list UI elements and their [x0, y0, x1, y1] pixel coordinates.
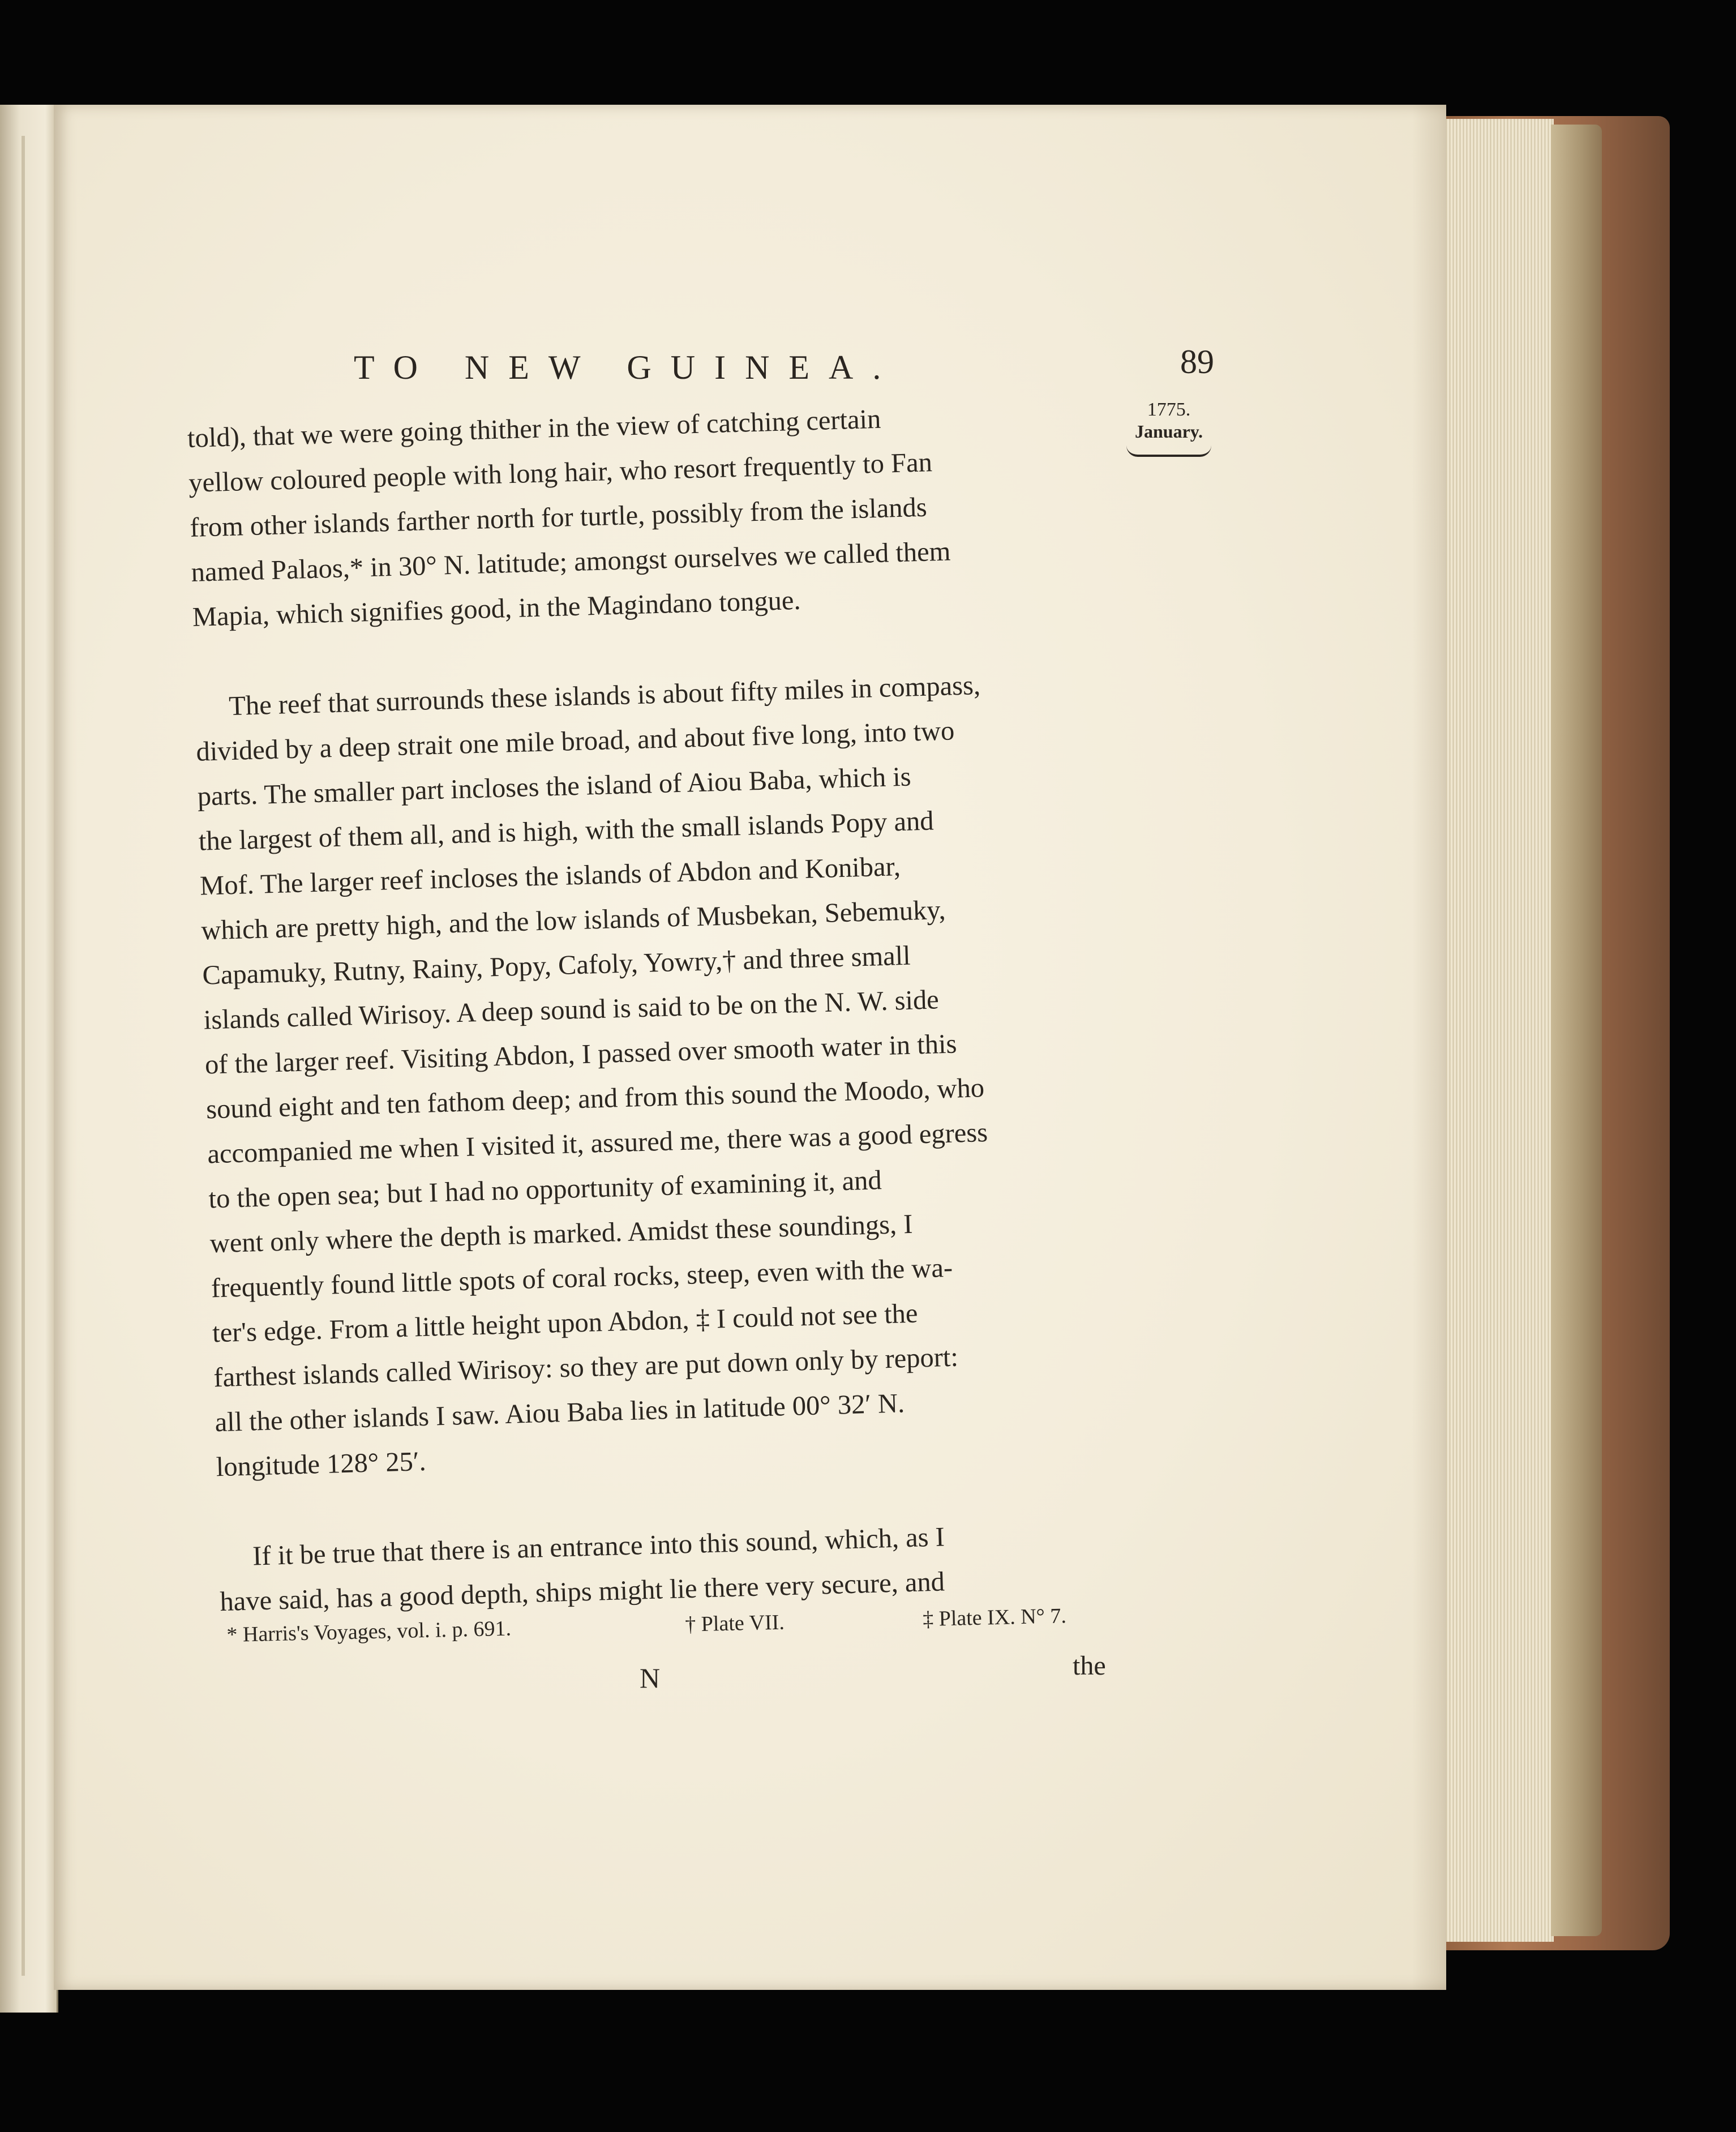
text-line: of the larger reef. Visiting Abdon, I passed over smooth water in this [204, 1029, 958, 1080]
footnote: † Plate VII. [684, 1610, 785, 1637]
text-line: islands called Wirisoy. A deep sound is said to be on the N. W. side [203, 984, 940, 1035]
running-head: TO NEW GUINEA. [354, 349, 901, 386]
footnote: * Harris's Voyages, vol. i. p. 691. [226, 1616, 512, 1647]
marginal-month: January. [1134, 421, 1203, 442]
text-line: which are pretty high, and the low islands of Musbekan, Sebemuky, [200, 894, 946, 946]
text-line: Capamuky, Rutny, Rainy, Popy, Cafoly, Yowry,† and three small [202, 940, 911, 991]
marginal-date-note [1126, 399, 1211, 457]
text-line: Mapia, which signifies good, in the Magindano tongue. [192, 585, 801, 632]
marginal-year: 1775. [1147, 399, 1191, 420]
facing-page-gutter [22, 136, 25, 1976]
text-line: to the open sea; but I had no opportunity of examining it, and [208, 1165, 882, 1214]
text-line: named Palaos,* in 30° N. latitude; amongst ourselves we called them [190, 536, 951, 588]
page-block-edges [1441, 119, 1554, 1942]
text-line: divided by a deep strait one mile broad, and about five long, into two [195, 716, 955, 767]
text-line: parts. The smaller part incloses the island of Aiou Baba, which is [197, 761, 912, 812]
signature-mark: N [640, 1662, 661, 1694]
text-line: yellow coloured people with long hair, who resort frequently to Fan [188, 447, 933, 498]
text-line: the largest of them all, and is high, with the small islands Popy and [198, 806, 935, 857]
text-line: longitude 128° 25′. [216, 1446, 427, 1483]
text-line: The reef that surrounds these islands is about fifty miles in compass, [228, 670, 981, 722]
catchword: the [1073, 1651, 1106, 1681]
text-line: frequently found little spots of coral rocks, steep, even with the wa- [211, 1252, 953, 1304]
text-line: have said, has a good depth, ships might lie there very secure, and [219, 1566, 945, 1617]
text-line: If it be true that there is an entrance into this sound, which, as I [252, 1522, 945, 1572]
text-line: went only where the depth is marked. Amidst these soundings, I [209, 1209, 914, 1259]
text-line: all the other islands I saw. Aiou Baba lies in latitude 00° 32′ N. [214, 1388, 905, 1438]
text-line: from other islands farther north for turtle, possibly from the islands [189, 492, 928, 543]
text-line: sound eight and ten fathom deep; and from this sound the Moodo, who [205, 1073, 985, 1125]
page-block-fore-edge [1551, 125, 1602, 1936]
body-text [187, 390, 1143, 1624]
marginal-brace [1126, 446, 1211, 457]
text-line: ter's edge. From a little height upon Abdon, ‡ I could not see the [212, 1298, 919, 1348]
page-number: 89 [1180, 343, 1214, 380]
page-header [354, 343, 1214, 388]
facing-page-edge [0, 105, 58, 2013]
text-line: Mof. The larger reef incloses the islands of Abdon and Konibar, [199, 851, 901, 901]
footnote: ‡ Plate IX. N° 7. [922, 1604, 1067, 1632]
text-line: accompanied me when I visited it, assured me, there was a good egress [207, 1117, 988, 1170]
text-line: told), that we were going thither in the view of catching certain [187, 404, 881, 453]
text-line: farthest islands called Wirisoy: so they are put down only by report: [213, 1342, 959, 1393]
